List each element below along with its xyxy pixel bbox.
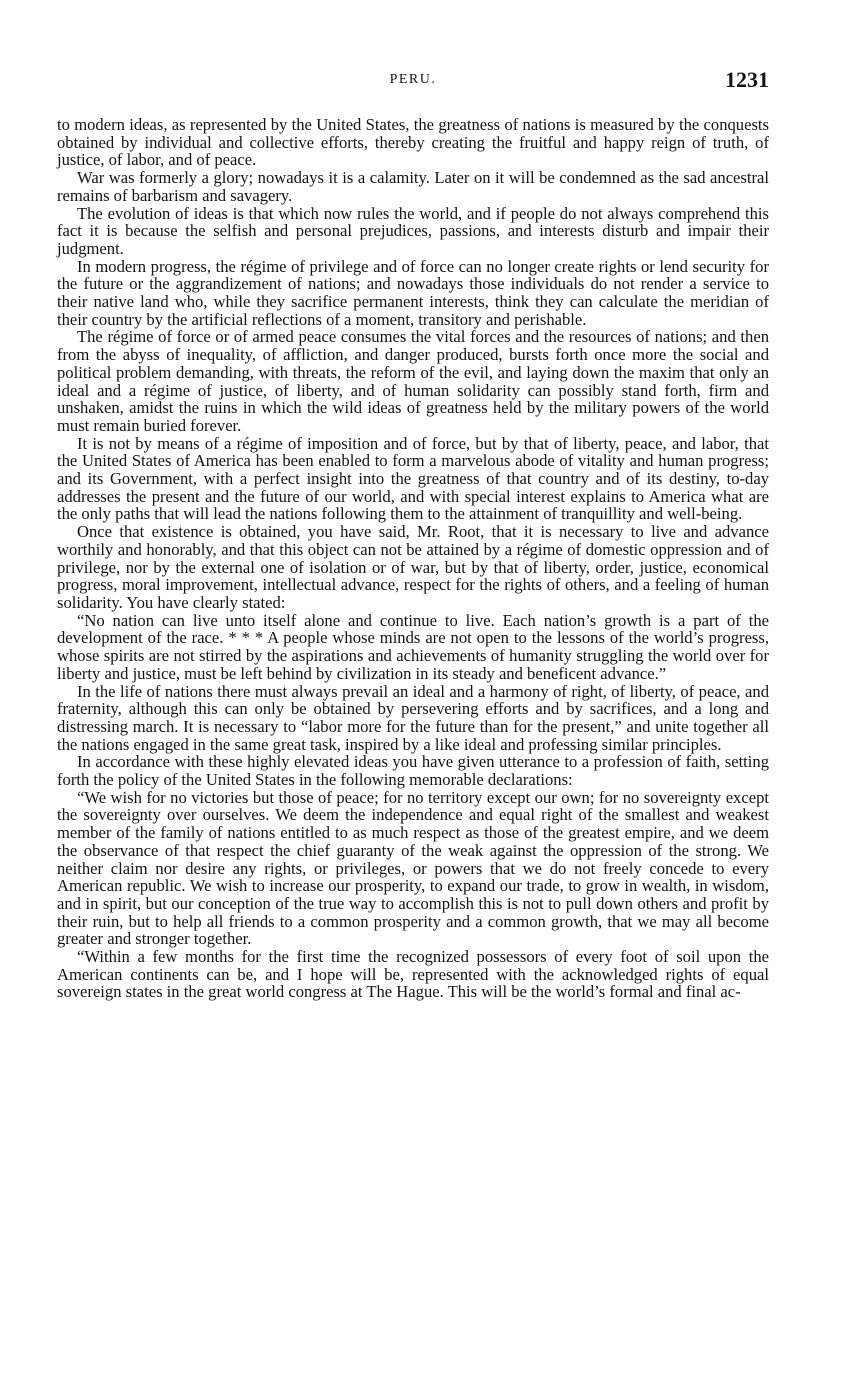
paragraph: In modern progress, the régime of privilege and of force can no longer create rights or lend security for the future or the aggrandizement of nations; and nowadays those individuals do not render a service to their native land who, while they sacrifice permanent interests, think they can calculate the meridian of their country by the artificial reflections of a moment, transitory and perishable. [57,256,769,329]
paragraph: Once that existence is obtained, you have said, Mr. Root, that it is necessary to live and advance worthily and honorably, and that this object can not be attained by a régime of domestic oppression and of privilege, nor by the external one of isolation or of war, but by that of liberty, order, justice, economical progress, moral improvement, intellectual advance, respect for the rights of others, and a feeling of human solidarity. You have clearly stated: [57,522,769,612]
running-title: PERU. [389,72,437,87]
quotation-paragraph: “We wish for no victories but those of peace; for no territory except our own; for no sovereignty except the sovereignty over ourselves. We deem the independence and equal right of the smallest and weakest member of the family of nations entitled to as much respect as those of the greatest empire, and we deem the observance of that respect the chief guaranty of the weak against the oppression of the strong. We neither claim nor desire any rights, or privileges, or powers that we do not freely concede to every American republic. We wish to increase our prosperity, to expand our trade, to grow in wealth, in wisdom, and in spirit, but our conception of the true way to accomplish this is not to pull down others and profit by their ruin, but to help all friends to a common prosperity and a common growth, that we may all become greater and stronger together. [57,787,769,949]
document-page [57,62,769,1001]
paragraph: The régime of force or of armed peace consumes the vital forces and the resources of nations; and then from the abyss of inequality, of affliction, and danger produced, bursts forth once more the social and political problem demanding, with threats, the reform of the evil, and laying down the maxim that only an ideal and a régime of justice, of liberty, and of human solidarity can possibly stand forth, firm and unshaken, amidst the ruins in which the wild ideas of greatness held by the military powers of the world must remain buried forever. [57,327,769,435]
paragraph-continued: to modern ideas, as represented by the United States, the greatness of nations is measured by the conquests obtained by individual and collective efforts, thereby creating the fruitful and happy reign of truth, of justice, of labor, and of peace. [57,115,769,170]
running-header [57,62,769,102]
body-text [57,116,769,1001]
paragraph: In the life of nations there must always prevail an ideal and a harmony of right, of liberty, of peace, and fraternity, although this can only be obtained by persevering efforts and by sacrifices, and a long and distressing march. It is necessary to “labor more for the future than for the present,” and unite together all the nations engaged in the same great task, inspired by a like ideal and professing similar principles. [57,681,769,754]
paragraph: War was formerly a glory; nowadays it is a calamity. Later on it will be condemned as the sad ancestral remains of barbarism and savagery. [57,168,769,205]
quotation-paragraph: “Within a few months for the first time the recognized possessors of every foot of soil upon the American continents can be, and I hope will be, represented with the acknowledged rights of equal sovereign states in the great world congress at The Hague. This will be the world’s formal and final ac- [57,947,769,1002]
paragraph: In accordance with these highly elevated ideas you have given utterance to a profession of faith, setting forth the policy of the United States in the following memorable declarations: [57,752,769,790]
quotation-paragraph: “No nation can live unto itself alone and continue to live. Each nation’s growth is a part of the development of the race. * * * A people whose minds are not open to the lessons of the world’s progress, whose spirits are not stirred by the aspirations and achievements of humanity struggling the world over for liberty and justice, must be left behind by civilization in its steady and beneficent advance.” [57,610,769,683]
paragraph: It is not by means of a régime of imposition and of force, but by that of liberty, peace, and labor, that the United States of America has been enabled to form a marvelous abode of vitality and human progress; and its Government, with a perfect insight into the greatness of that country and of its destiny, to-day addresses the present and the future of our world, and with special interest explains to America what are the only paths that will lead the nations following them to the attainment of tranquillity and well-being. [57,433,769,524]
page-number: 1231 [725,67,769,92]
paragraph: The evolution of ideas is that which now rules the world, and if people do not always comprehend this fact it is because the selfish and personal prejudices, passions, and interests disturb and impair their judgment. [57,203,769,258]
